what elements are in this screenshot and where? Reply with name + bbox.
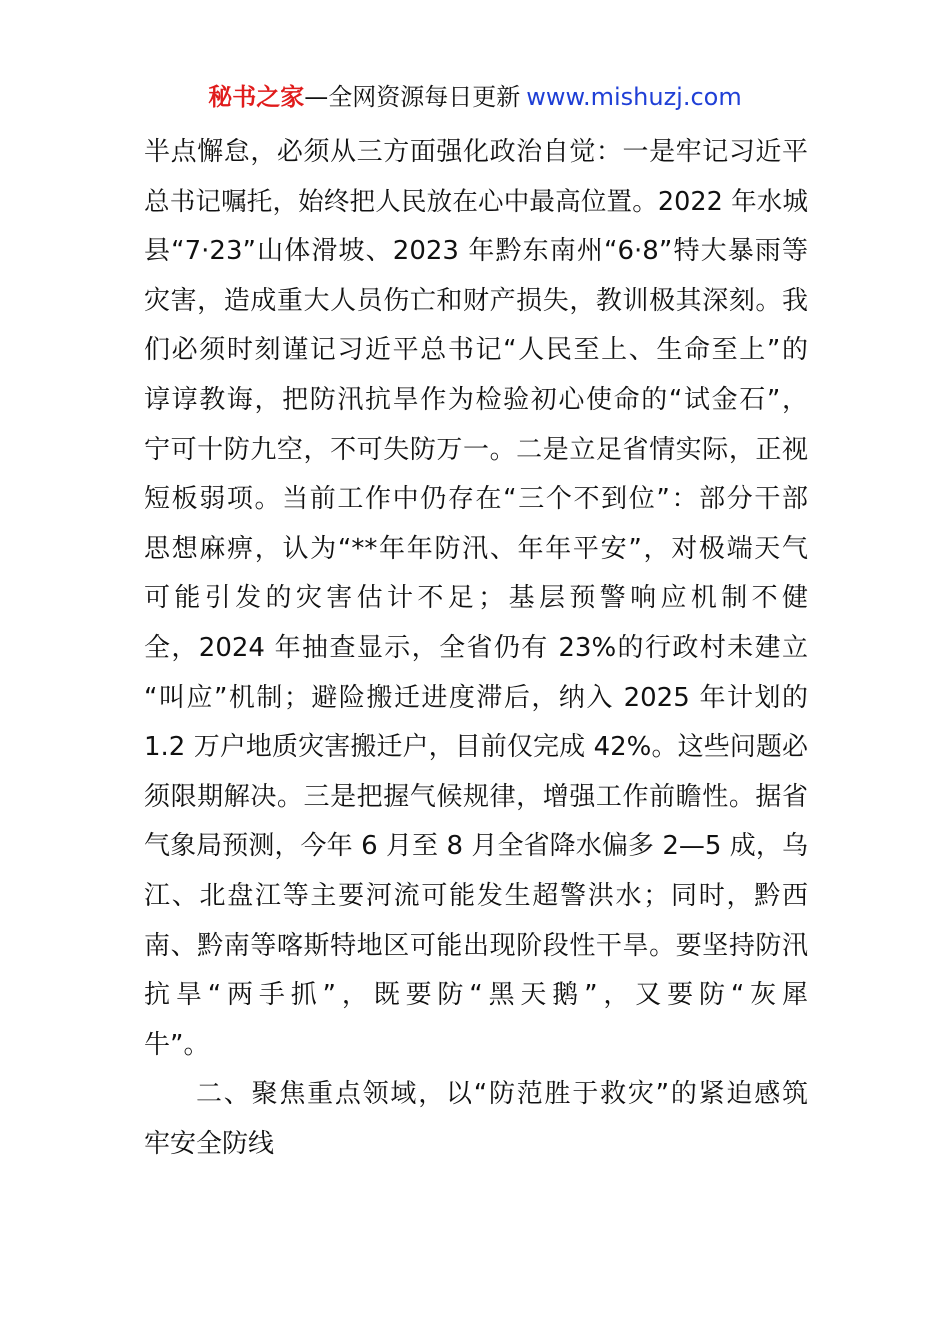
- text-line: 南、黔南等喀斯特地区可能出现阶段性干旱。要坚持防汛: [144, 930, 808, 961]
- website-link[interactable]: www.mishuzj.com: [526, 83, 742, 111]
- brand-name: 秘书之家: [208, 83, 305, 111]
- text-line: “叫应”机制；避险搬迁进度滞后，纳入 2025 年计划的: [144, 682, 808, 713]
- text-line: 可能引发的灾害估计不足；基层预警响应机制不健: [144, 583, 808, 614]
- text-line: 江、北盘江等主要河流可能发生超警洪水；同时，黔西: [144, 880, 808, 911]
- page-header: [0, 80, 950, 114]
- text-line: 宁可十防九空，不可失防万一。二是立足省情实际，正视: [144, 434, 808, 465]
- text-line: 们必须时刻谨记习近平总书记“人民至上、生命至上”的: [144, 335, 808, 366]
- document-body: [144, 128, 808, 1169]
- text-line: 谆谆教诲，把防汛抗旱作为检验初心使命的“试金石”，: [144, 384, 808, 415]
- section-heading: 二、聚焦重点领域，以“防范胜于救灾”的紧迫感筑: [196, 1079, 808, 1110]
- text-line: 抗旱“两手抓”，既要防“黑天鹅”，又要防“灰犀: [144, 980, 808, 1011]
- text-line: 县“7·23”山体滑坡、2023 年黔东南州“6·8”特大暴雨等: [144, 236, 808, 267]
- text-line: 短板弱项。当前工作中仍存在“三个不到位”：部分干部: [144, 484, 808, 515]
- text-line: 1.2 万户地质灾害搬迁户，目前仅完成 42%。这些问题必: [144, 732, 808, 763]
- text-line: 思想麻痹，认为“**年年防汛、年年平安”，对极端天气: [144, 533, 808, 564]
- header-tagline: —全网资源每日更新: [304, 83, 521, 111]
- text-line: 总书记嘱托，始终把人民放在心中最高位置。2022 年水城: [144, 186, 808, 217]
- text-line: 灾害，造成重大人员伤亡和财产损失，教训极其深刻。我: [144, 285, 808, 316]
- text-line: 牛”。: [144, 1029, 210, 1060]
- text-line: 须限期解决。三是把握气候规律，增强工作前瞻性。据省: [144, 781, 808, 812]
- text-line: 半点懈怠，必须从三方面强化政治自觉：一是牢记习近平: [144, 137, 808, 167]
- text-line: 全，2024 年抽查显示，全省仍有 23%的行政村未建立: [144, 632, 808, 663]
- section-heading-continuation: 牢安全防线: [144, 1128, 275, 1159]
- text-line: 气象局预测，今年 6 月至 8 月全省降水偏多 2—5 成，乌: [144, 831, 808, 862]
